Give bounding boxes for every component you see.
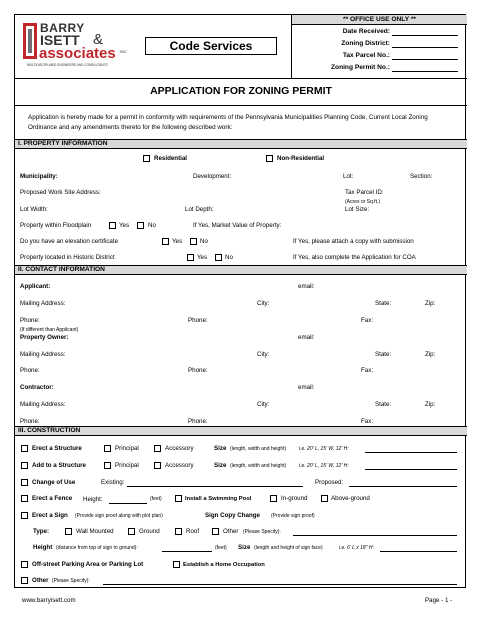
fence-height-field[interactable] bbox=[109, 503, 147, 504]
add-size-label: Size bbox=[214, 462, 227, 469]
erect-fence-label: Erect a Fence bbox=[32, 495, 73, 502]
roof-checkbox[interactable] bbox=[175, 528, 182, 535]
historic-yes-label: Yes bbox=[197, 254, 208, 261]
zoning-permit-field[interactable] bbox=[392, 71, 458, 72]
applicant-phone2-label: Phone: bbox=[188, 317, 208, 324]
contractor-mailing-label: Mailing Address: bbox=[20, 401, 66, 408]
ground-label: Ground bbox=[139, 528, 160, 535]
owner-state-label: State: bbox=[375, 351, 392, 358]
applicant-phone-label: Phone: bbox=[20, 317, 40, 324]
applicant-state-label: State: bbox=[375, 300, 392, 307]
erect-size-example: i.e. 20' L, 15' W, 12' H: bbox=[299, 446, 349, 452]
contractor-label: Contractor: bbox=[20, 384, 54, 391]
elevation-label: Do you have an elevation certificate bbox=[20, 238, 119, 245]
non-residential-label: Non-Residential bbox=[277, 155, 325, 162]
ground-checkbox[interactable] bbox=[128, 528, 135, 535]
owner-mailing-label: Mailing Address: bbox=[20, 351, 66, 358]
erect-size-note: (length, width and height) bbox=[230, 446, 287, 452]
add-size-example: i.e. 20' L, 15' W, 12' H: bbox=[299, 463, 349, 469]
elevation-note: If Yes, please attach a copy with submission bbox=[293, 238, 414, 245]
historic-no-label: No bbox=[225, 254, 233, 261]
in-ground-label: In-ground bbox=[281, 495, 308, 502]
property-section-heading: I. PROPERTY INFORMATION bbox=[15, 139, 467, 149]
above-ground-label: Above-ground bbox=[331, 495, 370, 502]
lot-label: Lot: bbox=[343, 173, 354, 180]
parking-label: Off-street Parking Area or Parking Lot bbox=[32, 561, 144, 568]
historic-note: If Yes, also complete the Application for COA bbox=[293, 254, 416, 261]
existing-field[interactable] bbox=[127, 486, 303, 487]
add-structure-label: Add to a Structure bbox=[32, 462, 86, 469]
home-occupation-checkbox[interactable] bbox=[173, 561, 180, 568]
contractor-zip-label: Zip: bbox=[425, 401, 436, 408]
erect-principal-checkbox[interactable] bbox=[104, 445, 111, 452]
logo-tagline: MULTIDISCIPLINED ENGINEERS AND CONSULTANTS bbox=[27, 63, 108, 67]
proposed-field[interactable] bbox=[349, 486, 457, 487]
logo-amp: & bbox=[93, 31, 104, 48]
historic-yes-checkbox[interactable] bbox=[187, 254, 194, 261]
sign-other-note: (Please Specify): bbox=[243, 529, 281, 535]
floodplain-yes-label: Yes bbox=[119, 222, 130, 229]
residential-label: Residential bbox=[154, 155, 188, 162]
footer-url[interactable]: www.barryisett.com bbox=[22, 597, 76, 604]
applicant-email-label: email: bbox=[298, 283, 315, 290]
floodplain-yes-checkbox[interactable] bbox=[109, 222, 116, 229]
logo-line2: ISETT bbox=[40, 32, 80, 48]
above-ground-checkbox[interactable] bbox=[321, 495, 328, 502]
erect-sign-label: Erect a Sign bbox=[32, 512, 68, 519]
owner-phone2-label: Phone: bbox=[188, 367, 208, 374]
historic-label: Property located in Historic District bbox=[20, 254, 115, 261]
contractor-state-label: State: bbox=[375, 401, 392, 408]
erect-principal-label: Principal bbox=[115, 445, 139, 452]
lot-size-label: Lot Size: bbox=[345, 206, 370, 213]
development-label: Development: bbox=[193, 173, 232, 180]
sign-size-label: Size bbox=[238, 544, 251, 551]
wall-mounted-label: Wall Mounted bbox=[76, 528, 114, 535]
roof-label: Roof bbox=[186, 528, 200, 535]
applicant-fax-label: Fax: bbox=[361, 317, 374, 324]
other-label: Other bbox=[32, 577, 49, 584]
other-note: (Please Specify): bbox=[52, 578, 90, 584]
zoning-district-row bbox=[292, 39, 468, 50]
pool-label: Install a Swimming Pool bbox=[185, 496, 252, 502]
erect-fence-checkbox[interactable] bbox=[21, 495, 28, 502]
sign-size-field[interactable] bbox=[380, 551, 457, 552]
application-page bbox=[14, 14, 466, 588]
add-principal-checkbox[interactable] bbox=[104, 462, 111, 469]
change-use-checkbox[interactable] bbox=[21, 479, 28, 486]
existing-label: Existing: bbox=[101, 479, 125, 486]
contractor-fax-label: Fax: bbox=[361, 418, 374, 425]
municipality-label: Municipality: bbox=[20, 173, 58, 180]
change-use-label: Change of Use bbox=[32, 479, 76, 486]
logo-inc: INC bbox=[120, 49, 127, 54]
erect-accessory-checkbox[interactable] bbox=[154, 445, 161, 452]
floodplain-no-checkbox[interactable] bbox=[137, 222, 144, 229]
erect-structure-label: Erect a Structure bbox=[32, 445, 82, 452]
elevation-no-label: No bbox=[200, 238, 208, 245]
residential-checkbox[interactable] bbox=[143, 155, 150, 162]
work-site-label: Proposed Work Site Address: bbox=[20, 189, 101, 196]
sign-other-label: Other bbox=[223, 528, 239, 535]
owner-fax-label: Fax: bbox=[361, 367, 374, 374]
erect-size-field[interactable] bbox=[365, 452, 457, 453]
add-accessory-checkbox[interactable] bbox=[154, 462, 161, 469]
zoning-district-field[interactable] bbox=[392, 47, 458, 48]
parking-checkbox[interactable] bbox=[21, 561, 28, 568]
erect-sign-note: (Provide sign proof along with plot plan) bbox=[75, 513, 163, 519]
add-principal-label: Principal bbox=[115, 462, 139, 469]
sign-feet-note: (feet) bbox=[215, 545, 227, 551]
applicant-zip-label: Zip: bbox=[425, 300, 436, 307]
erect-size-label: Size bbox=[214, 445, 227, 452]
sign-height-field[interactable] bbox=[162, 551, 212, 552]
date-received-label: Date Received: bbox=[342, 28, 390, 35]
header-divider bbox=[15, 78, 467, 79]
applicant-label: Applicant: bbox=[20, 283, 51, 290]
owner-city-label: City: bbox=[257, 351, 270, 358]
section-label: Section: bbox=[410, 173, 433, 180]
pool-checkbox[interactable] bbox=[175, 495, 182, 502]
contractor-city-label: City: bbox=[257, 401, 270, 408]
owner-email-label: email: bbox=[298, 334, 315, 341]
office-use-box bbox=[291, 15, 467, 78]
sign-type-label: Type: bbox=[33, 528, 50, 535]
sign-other-field[interactable] bbox=[293, 535, 457, 536]
in-ground-checkbox[interactable] bbox=[270, 495, 277, 502]
contractor-phone-label: Phone: bbox=[20, 418, 40, 425]
lot-depth-label: Lot Depth: bbox=[185, 206, 214, 213]
other-field[interactable] bbox=[103, 584, 457, 585]
sign-size-note: (length and height of sign face) bbox=[254, 545, 323, 551]
sign-copy-note: (Provide sign proof) bbox=[271, 513, 315, 519]
owner-zip-label: Zip: bbox=[425, 351, 436, 358]
proposed-label: Proposed: bbox=[315, 479, 344, 486]
title-divider bbox=[15, 105, 467, 106]
construction-section-heading: III. CONSTRUCTION bbox=[15, 426, 467, 436]
sign-height-label: Height bbox=[33, 544, 53, 551]
elevation-no-checkbox[interactable] bbox=[190, 238, 197, 245]
add-size-note: (length, width and height) bbox=[230, 463, 287, 469]
fence-height-label: Height: bbox=[83, 496, 103, 503]
owner-label: Property Owner: bbox=[20, 334, 69, 341]
add-structure-checkbox[interactable] bbox=[21, 462, 28, 469]
elevation-yes-label: Yes bbox=[172, 238, 183, 245]
erect-accessory-label: Accessory bbox=[165, 445, 194, 452]
historic-no-checkbox[interactable] bbox=[215, 254, 222, 261]
sign-height-note: (distance from top of sign to ground): bbox=[56, 545, 138, 551]
sign-size-example: i.e. 6' L x 18" H: bbox=[339, 545, 374, 551]
intro-text: Application is hereby made for a permit in conformity with requirements of the Pennsylvania Municipalities Planning Code, Current Local Zoning Ordinance and any amendments thereto for the following described work: bbox=[28, 114, 428, 131]
floodplain-no-label: No bbox=[148, 222, 156, 229]
zoning-permit-row bbox=[292, 63, 468, 74]
floodplain-label: Property within Floodplain bbox=[20, 222, 92, 229]
lot-width-label: Lot Width: bbox=[20, 206, 48, 213]
add-accessory-label: Accessory bbox=[165, 462, 194, 469]
other-checkbox[interactable] bbox=[21, 577, 28, 584]
office-use-title: ** OFFICE USE ONLY ** bbox=[292, 15, 467, 25]
logo-line1: BARRY bbox=[40, 21, 85, 35]
applicant-mailing-label: Mailing Address: bbox=[20, 300, 66, 307]
code-services-box: Code Services bbox=[145, 37, 277, 55]
date-received-row bbox=[292, 27, 468, 38]
sign-other-checkbox[interactable] bbox=[212, 528, 219, 535]
erect-structure-checkbox[interactable] bbox=[21, 445, 28, 452]
acres-note: (Acres or Sq.ft.) bbox=[345, 199, 381, 205]
owner-phone-label: Phone: bbox=[20, 367, 40, 374]
wall-mounted-checkbox[interactable] bbox=[65, 528, 72, 535]
market-value-label: If Yes, Market Value of Property: bbox=[193, 222, 282, 229]
applicant-city-label: City: bbox=[257, 300, 270, 307]
tax-parcel-row bbox=[292, 51, 468, 62]
zoning-permit-label: Zoning Permit No.: bbox=[331, 64, 390, 71]
fence-feet-note: (feet) bbox=[150, 496, 162, 502]
contractor-email-label: email: bbox=[298, 384, 315, 391]
add-size-field[interactable] bbox=[365, 469, 457, 470]
barry-isett-logo bbox=[22, 20, 142, 70]
date-received-field[interactable] bbox=[392, 35, 458, 36]
tax-parcel-field[interactable] bbox=[392, 59, 458, 60]
tax-parcel-label: Tax Parcel No.: bbox=[342, 52, 390, 59]
non-residential-checkbox[interactable] bbox=[266, 155, 273, 162]
page-title: APPLICATION FOR ZONING PERMIT bbox=[150, 85, 332, 97]
logo-line3: associates bbox=[39, 45, 116, 62]
contact-section-heading: II. CONTACT INFORMATION bbox=[15, 265, 467, 275]
zoning-district-label: Zoning District: bbox=[341, 40, 390, 47]
tax-parcel-id-label: Tax Parcel ID: bbox=[345, 189, 384, 196]
contractor-phone2-label: Phone: bbox=[188, 418, 208, 425]
elevation-yes-checkbox[interactable] bbox=[162, 238, 169, 245]
sign-copy-label: Sign Copy Change bbox=[205, 512, 261, 519]
footer-page-number: Page - 1 - bbox=[425, 597, 453, 604]
if-different-note: (If different than Applicant) bbox=[20, 327, 79, 333]
erect-sign-checkbox[interactable] bbox=[21, 512, 28, 519]
home-occupation-label: Establish a Home Occupation bbox=[183, 562, 265, 568]
